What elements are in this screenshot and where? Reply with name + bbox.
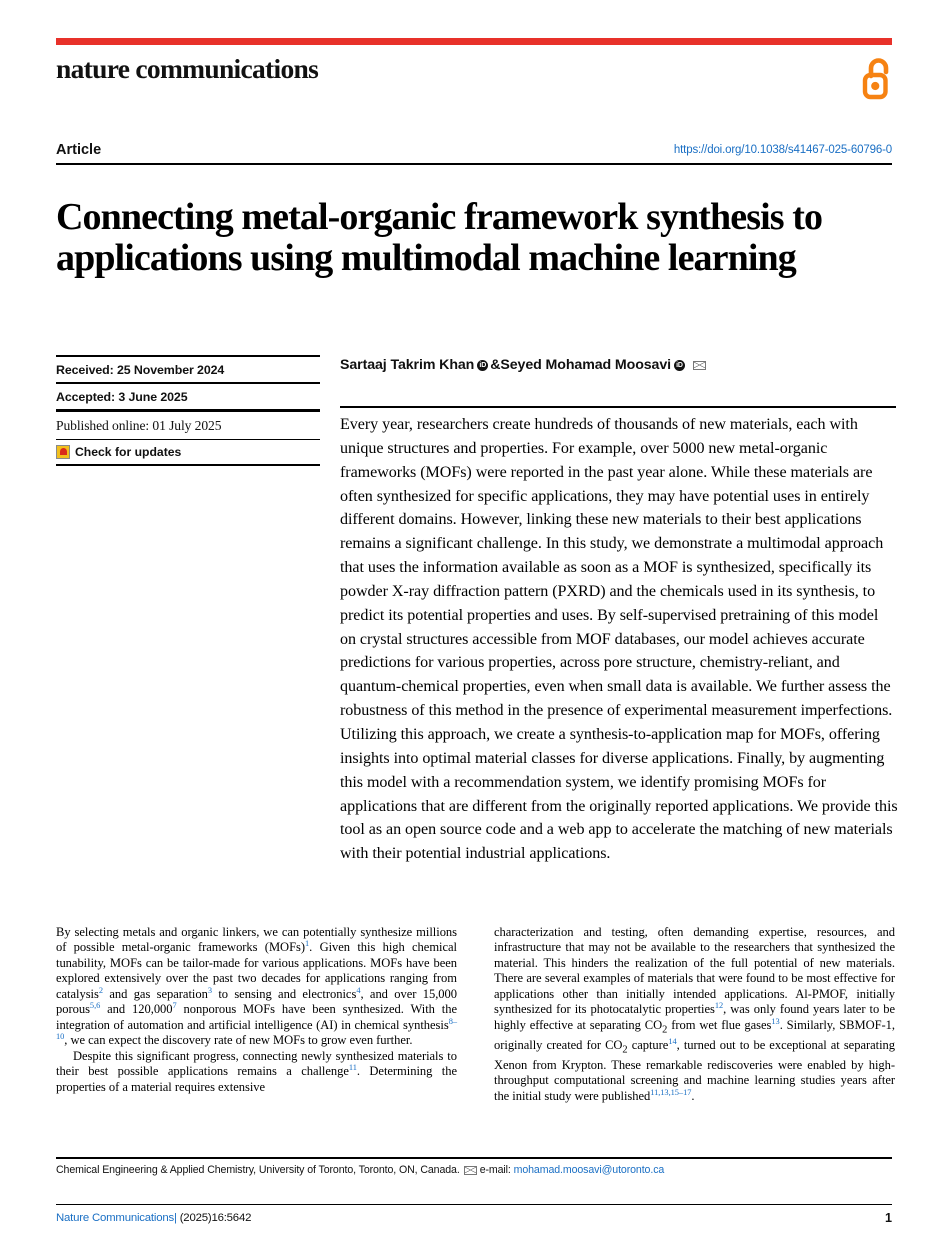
journal-masthead: nature communications xyxy=(56,53,319,84)
author-list xyxy=(340,357,896,373)
corresponding-email-link[interactable]: mohamad.moosavi@utoronto.ca xyxy=(513,1164,665,1176)
reference-superscript[interactable]: 11 xyxy=(348,1062,357,1072)
reference-superscript[interactable]: 12 xyxy=(714,1001,724,1011)
reference-superscript[interactable]: 2 xyxy=(98,985,103,995)
footer-citation-numbers: (2025)16:5642 xyxy=(176,1212,252,1224)
reference-superscript[interactable]: 8–10 xyxy=(56,1016,457,1041)
meta-divider xyxy=(56,464,320,466)
crossmark-badge-icon xyxy=(56,445,70,459)
reference-superscript[interactable]: 5,6 xyxy=(89,1001,101,1011)
author-conjunction: & xyxy=(490,357,501,373)
abstract-text: Every year, researchers create hundreds of thousands of new materials, each with unique structures and properties. For example, over 5000 new metal-organic frameworks (MOFs) were reported in the past year alone. While these materials are often synthesized for specific applications, they may have potential uses in entirely different domains. However, linking these new materials to their best applications remains a significant challenge. In this study, we demonstrate a multimodal approach that uses the information available as soon as a MOF is synthesized, specifically its powder X-ray diffraction pattern (PXRD) and the chemicals used in its synthesis, to predict its potential properties and uses. By self-supervised pretraining of this model on crystal structures accessible from MOF databases, our model achieves accurate predictions for various properties, across pore structure, chemistry-reliant, and quantum-chemical properties, even when small data is available. We further assess the robustness of this method in the presence of experimental measurement imperfections. Utilizing this approach, we create a synthesis-to-application map for MOFs, offering insights into optimal material classes for diverse applications. Finally, by augmenting this model with a recommendation system, we identify promising MOFs for applications that are different from the originally reported applications. We provide this tool as an open source code and a web app to accelerate the matching of new materials with their potential industrial applications. xyxy=(340,416,898,863)
footer-journal-name[interactable]: Nature Communications xyxy=(56,1212,174,1224)
reference-superscript[interactable]: 3 xyxy=(207,985,212,995)
accepted-date: Accepted: 3 June 2025 xyxy=(56,390,188,405)
check-for-updates-button[interactable] xyxy=(56,440,320,464)
orcid-id-icon[interactable] xyxy=(477,360,488,371)
doi-link[interactable]: https://doi.org/10.1038/s41467-025-60796-0 xyxy=(673,144,892,156)
open-access-lock-icon xyxy=(858,56,898,104)
page-number: 1 xyxy=(884,1211,892,1225)
publication-metadata xyxy=(56,355,320,466)
footer-divider xyxy=(56,1157,892,1159)
reference-superscript[interactable]: 14 xyxy=(668,1036,677,1046)
body-paragraph: By selecting metals and organic linkers, we can potentially synthesize millions of possible metal-organic frameworks (MOFs)$^1$. Given this high chemical tunability, MOFs can be tailor-made for various applications. MOFs have been explored extensively over the past two decades for applications ranging from catalysis$^2$ and gas separation$^3$ to sensing and electronics$^4$, and over 15,000 porous$^{5,6}$ and 120,000$^7$ nonporous MOFs have been synthesized. With the integration of automation and artificial intelligence (AI) in chemical synthesis$^{8-10}$, we can expect the discovery rate of new MOFs to grow even further. xyxy=(56,925,458,1048)
affiliation-line xyxy=(56,1164,896,1176)
chemical-subscript: 2 xyxy=(622,1044,628,1056)
envelope-icon xyxy=(464,1166,477,1175)
orcid-id-icon[interactable] xyxy=(674,360,685,371)
check-for-updates-label: Check for updates xyxy=(75,444,182,459)
footer-citation xyxy=(56,1212,251,1224)
page-footer-divider xyxy=(56,1204,892,1205)
body-paragraph: Despite this significant progress, connecting newly synthesized materials to their best possible applications remains a challenge$^{11}$. Determining the properties of a material requires extensive xyxy=(56,1048,457,1094)
reference-superscript[interactable]: 1 xyxy=(305,939,310,949)
article-type-label: Article xyxy=(56,142,102,158)
reference-superscript[interactable]: 4 xyxy=(356,985,361,995)
article-body xyxy=(56,925,896,1104)
header-divider xyxy=(56,163,892,165)
footer-separator: | xyxy=(173,1212,177,1224)
author-name-second: Seyed Mohamad Moosavi xyxy=(500,357,671,373)
abstract-divider xyxy=(340,406,896,408)
author-name-first: Sartaaj Takrim Khan xyxy=(340,357,475,373)
body-column-right xyxy=(494,925,895,1104)
reference-superscript[interactable]: 11,13,15–17 xyxy=(650,1087,692,1097)
reference-superscript[interactable]: 7 xyxy=(172,1001,177,1011)
reference-superscript[interactable]: 13 xyxy=(771,1016,780,1026)
body-column-left xyxy=(56,925,457,1104)
published-date: Published online: 01 July 2025 xyxy=(56,417,222,433)
brand-rule xyxy=(56,38,892,45)
email-label: e-mail: xyxy=(479,1164,511,1176)
page-title: Connecting metal-organic framework synthesis to applications using multimodal machine learning xyxy=(56,196,823,280)
affiliation-text: Chemical Engineering & Applied Chemistry, University of Toronto, Toronto, ON, Canada. xyxy=(56,1164,460,1176)
envelope-icon[interactable] xyxy=(693,361,706,370)
body-paragraph: characterization and testing, often demanding expertise, resources, and infrastructure that may not be available to the researchers that synthesized the material. This hinders the realization of the full potential of new materials. There are several examples of materials that were found to be most effective for applications other than initially intended applications. Al-PMOF, initially synthesized for its photocatalytic properties$^{12}$, was only found years later to be highly effective at separating $CO_2$ from wet flue gases$^{13}$. Similarly, SBMOF-1, originally created for $CO_2$ capture$^{14}$, turned out to be exceptional at separating Xenon from Krypton. These remarkable rediscoveries were enabled by high-throughput computational screening and machine learning studies years after the initial study were published$^{11,13,15-17}$. xyxy=(494,925,896,1103)
received-date: Received: 25 November 2024 xyxy=(56,363,225,378)
chemical-subscript: 2 xyxy=(662,1024,668,1036)
